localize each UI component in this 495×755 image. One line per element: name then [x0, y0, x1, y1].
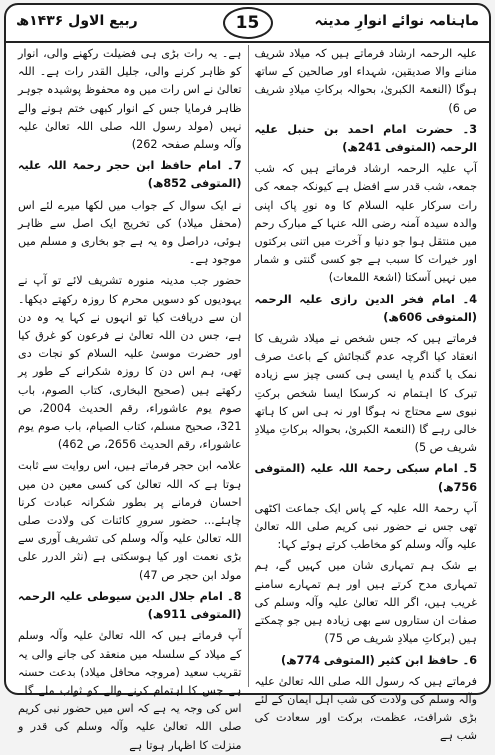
page-number: 15 [223, 7, 273, 39]
paragraph: بے شک ہم تمہاری شان میں کہیں گے، ہم تمہاری مدح کرتے ہیں اور ہم تمہارے سامنے غریب ہیں، اگر اللہ تعالیٰ علیہ وآلہ وسلم کی صفات ان ستاروں سے بھی زیادہ ہیں جو چمکتے ہیں (برکاتِ میلادِ شریف ص 75) [254, 559, 477, 646]
page-header [6, 5, 489, 43]
paragraph: فرماتے ہیں کہ جس شخص نے میلاد شریف کا انعقاد کیا اگرچہ عدم گنجائش کے باعث صرف نمک یا گندم یا ایسی ہی کسی چیز سے زیادہ تبرک کا اہتمام نہ کرسکا ایسا شخص برکتِ نبوی سے محتاج نہ ہوگا اور نہ ہی اس کا ہاتھ خالی رہے گا (النعمۃ الکبریٰ، بحوالہ برکاتِ میلادِ شریف ص 5) [254, 332, 477, 455]
issue-date: ربیع الاول ۱۴۳۶ھ [16, 13, 138, 29]
paragraph: نے ایک سوال کے جواب میں لکھا میرے لئے اس (محفل میلاد) کی تخریج ایک اصل سے ظاہر ہوئی، دراصل وہ یہ ہے جو بخاری و مسلم میں موجود ہے۔ [18, 198, 242, 267]
paragraph: آپ علیہ الرحمہ ارشاد فرماتے ہیں کہ شب جمعہ، شب قدر سے افضل ہے کیونکہ جمعہ کی رات سرکار علیہ السلام کا وہ نورِ پاک اپنی والدہ سیدہ آمنہ رضی اللہ عنہا کے مبارک رحم میں منتقل ہوا جو دنیا و آخرت میں اتنی برکتوں اور خیرات کا سبب ہے جو کسی گنتی و شمار میں نہیں آسکتا (اشعۃ اللمعات) [254, 162, 477, 285]
paragraph: علیہ الرحمہ ارشاد فرماتے ہیں کہ میلاد شریف منانے والا صدیقین، شہداء اور صالحین کے ساتھ ہوگا (النعمۃ الکبریٰ، بحوالہ برکاتِ میلادِ شریف ص 6) [254, 47, 477, 115]
magazine-page [4, 3, 491, 752]
paragraph: فرماتے ہیں کہ رسول اللہ صلی اللہ تعالیٰ علیہ وآلہ وسلم کی ولادت کی شب اہل ایمان کے لئے بڑی شرافت، عظمت، برکت اور سعادت کی شب ہے [254, 674, 477, 743]
section-heading: 8۔ امام جلال الدین سیوطی علیہ الرحمہ (المتوفی 911ھ) [18, 589, 242, 622]
section-heading: 4۔ امام فخر الدین رازی علیہ الرحمہ (المتوفی 606ھ) [254, 292, 477, 324]
left-column [12, 45, 248, 752]
section-heading: 6۔ حافظ ابن کثیر (المتوفی 774ھ) [281, 653, 477, 667]
paragraph: حضور جب مدینہ منورہ تشریف لائے تو آپ نے یہودیوں کو دسویں محرم کا روزہ رکھتے دیکھا۔ ان سے دریافت کیا تو انہوں نے کہا یہ وہ دن ہے، جس دن اللہ تعالیٰ نے فرعون کو غرق کیا اور حضرت موسیٰ علیہ السلام کو نجات دی تھی، ہم اس دن کا روزہ شکرانے کے طور پر رکھتے ہیں (صحیح البخاری، کتاب الصوم، باب صوم یوم عاشوراء، رقم الحدیث 2004، ص 321، صحیح مسلم، کتاب الصیام، باب صوم یوم عاشوراء، رقم الحدیث 2656، ص 462) [18, 274, 242, 452]
right-column [248, 45, 484, 743]
paragraph: علامہ ابن حجر فرماتے ہیں، اس روایت سے ثابت ہوتا ہے کہ اللہ تعالیٰ کی کسی معین دن میں احسان فرمانے پر بطور شکرانہ عبادت کرنا چاہئے... حضور سرورِ کائنات کی ولادت صلی اللہ تعالیٰ علیہ وآلہ وسلم کی تشریف آوری سے بڑی نعمت اور کیا ہوسکتی ہے (نثر الدرر علی مولد ابن حجر ص 47) [18, 459, 242, 582]
paragraph: ہے۔ یہ رات بڑی ہی فضیلت رکھنے والی، انوار کو ظاہر کرنے والی، جلیل القدر رات ہے۔ اللہ تعالیٰ نے اس رات میں وہ محفوظ پوشیدہ جوہر ظاہر فرمایا جس کے انوار کبھی ختم ہونے والے نہیں (مولد رسول اللہ صلی اللہ تعالیٰ علیہ وآلہ وسلم صفحہ 262) [18, 47, 242, 152]
section-heading: 7۔ امام حافظ ابن حجر رحمۃ اللہ علیہ (المتوفی 852ھ) [18, 159, 242, 191]
article-columns [12, 45, 483, 752]
section-heading: 5۔ امام سبکی رحمۃ اللہ علیہ (المتوفی 756ھ) [254, 462, 477, 494]
magazine-title: ماہنامہ نوائے انوارِ مدینہ [314, 13, 479, 29]
section-heading: 3۔ حضرت امام احمد بن حنبل علیہ الرحمہ (المتوفی 241ھ) [254, 122, 477, 155]
paragraph: آپ فرماتے ہیں کہ اللہ تعالیٰ علیہ وآلہ وسلم کے میلاد کے سلسلہ میں منعقد کی جانے والی یہ تقریب سعید (مروجہ محافل میلاد) بدعت حسنہ ہے جس کا اہتمام کرنے والے کو ثواب ملے گا۔ اس کی وجہ یہ ہے کہ اس میں حضور نبی کریم صلی اللہ تعالیٰ علیہ وآلہ وسلم کی قدر و منزلت کا اظہار ہوتا ہے [18, 629, 242, 752]
paragraph: آپ رحمۃ اللہ علیہ کے پاس ایک جماعت اکٹھی تھی جس نے حضور نبی کریم صلی اللہ تعالیٰ علیہ وآلہ وسلم کو مخاطب کرتے ہوئے کہا: [254, 501, 477, 552]
